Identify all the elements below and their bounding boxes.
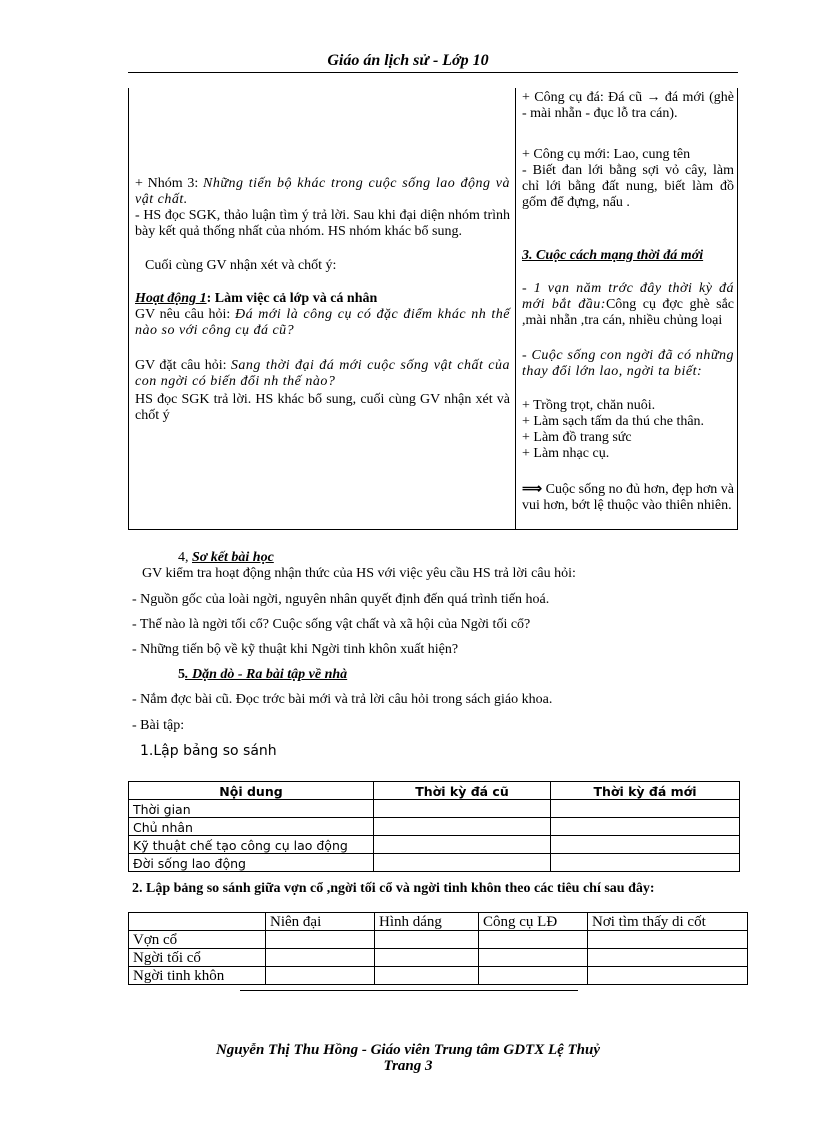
table-header: Nội dung [129,782,374,800]
task2-label: 2. Lập bảng so sánh giữa vợn cổ ,ngời tối cổ và ngời tinh khôn theo các tiêu chí sau đây: [132,881,655,896]
table-header: Thời kỳ đá cũ [374,782,551,800]
activity-title: Hoạt động 1 [135,291,207,306]
table-header: Thời kỳ đá mới [551,782,740,800]
question-1 [135,307,510,339]
activity-heading [135,291,510,307]
group3-task [135,176,510,208]
column-divider [515,88,516,530]
tool-old-b: đá mới (ghè - mài nhẵn - đục lỗ tra cán). [522,90,734,121]
author-line: Nguyễn Thị Thu Hồng - Giáo viên Trung tâm GDTX Lệ Thuỷ [215,1042,601,1058]
achievement-item: + Làm đồ trang sức [522,430,632,445]
table-row [129,818,740,836]
q1-prefix: GV nêu câu hỏi: [135,307,235,322]
homework-title: . Dặn dò - Ra bài tập về nhà [185,667,348,682]
life-change: - Cuộc sống con ngời đã có những thay đổi lớn lao, ngời ta biết: [522,348,734,379]
summary-number: 4, [178,550,192,565]
bottom-rule [240,990,578,991]
hs-discussion: - HS đọc SGK, thảo luận tìm ý trả lời. Sau khi đại diện nhóm trình bày kết quả thống nhất của nhóm. HS nhóm khác bổ sung. [135,208,510,239]
group3-topic: Những tiến bộ khác trong cuộc sống lao động và vật chất. [135,176,510,207]
conclusion-text: Cuộc sống no đủ hơn, đẹp hơn và vui hơn, bớt lệ thuộc vào thiên nhiên. [522,482,735,513]
row-label: Thời gian [129,800,374,818]
table-row [129,800,740,818]
table-header: Hình dáng [375,913,479,931]
activity-desc: : Làm việc cả lớp và cá nhân [206,291,378,306]
group3-prefix: + Nhóm 3: [135,176,204,191]
q1-text: Đá mới là công cụ có đặc điểm khác nh thế nào so với công cụ đá cũ? [135,307,511,338]
summary-title: Sơ kết bài học [192,550,274,565]
table-header: Niên đại [266,913,375,931]
tool-old-new [522,90,734,122]
summary-question: - Thế nào là ngời tối cổ? Cuộc sống vật chất và xã hội của Ngời tối cổ? [132,617,531,632]
achievement-item: + Trồng trọt, chăn nuôi. [522,398,656,413]
row-label: Chủ nhân [129,818,374,836]
table-row [129,967,748,985]
table-row [129,949,748,967]
weaving-skills: - Biết đan lới bằng sợi vỏ cây, làm chỉ lới bằng đất nung, biết làm đồ gốm để đựng, nấu . [522,163,734,210]
page-footer [0,1042,816,1074]
achievement-item: + Làm sạch tấm da thú che thân. [522,414,705,429]
tool-new: + Công cụ mới: Lao, cung tên [522,147,691,162]
table-row [129,836,740,854]
homework-heading [178,667,347,683]
task1-label: 1.Lập bảng so sánh [140,743,277,759]
row-label: Ngời tinh khôn [129,967,266,985]
comparison-table-1 [128,781,740,872]
tenk-rest: Công cụ đợc ghè sắc ,mài nhẵn ,tra cán, nhiều chủng loại [522,297,734,328]
row-label: Ngời tối cổ [129,949,266,967]
summary-question: - Nguồn gốc của loài ngời, nguyên nhân quyết định đến quá trình tiến hoá. [132,592,550,607]
table-header: Công cụ LĐ [479,913,588,931]
table-row [129,931,748,949]
gv-conclude: Cuối cùng GV nhận xét và chốt ý: [145,258,337,273]
tenk-italic: - 1 vạn năm trớc đây thời kỳ đá mới bắt đầu: [522,281,734,312]
comparison-table-2 [128,912,748,985]
homework-number: 5 [178,667,185,682]
summary-intro: GV kiểm tra hoạt động nhận thức của HS với việc yêu cầu HS trả lời câu hỏi: [142,566,576,581]
achievement-list [522,398,734,462]
table-header: Nơi tìm thấy di cốt [588,913,748,931]
q2-prefix: GV đặt câu hỏi: [135,358,231,373]
implies-arrow-icon: ⟹ [522,482,543,497]
row-label: Đời sống lao động [129,854,374,872]
homework-exercises: - Bài tập: [132,718,185,733]
life-conclusion [522,482,734,514]
ten-thousand-years [522,281,734,329]
achievement-item: + Làm nhạc cụ. [522,446,610,461]
arrow-right-icon: → [646,90,661,105]
question-2 [135,358,510,390]
page-header: Giáo án lịch sử - Lớp 10 [327,52,489,69]
row-label: Kỹ thuật chế tạo công cụ lao động [129,836,374,854]
summary-question: - Những tiến bộ về kỹ thuật khi Ngời tinh khôn xuất hiện? [132,642,459,657]
table-row [129,854,740,872]
section3-title: 3. Cuộc cách mạng thời đá mới [522,248,704,263]
tool-old-a: + Công cụ đá: Đá cũ [522,90,643,105]
row-label: Vợn cổ [129,931,266,949]
header-rule [128,72,738,73]
hs-answer: HS đọc SGK trả lời. HS khác bổ sung, cuối cùng GV nhận xét và chốt ý [135,392,510,423]
summary-heading [178,550,274,566]
q2-text: Sang thời đại đá mới cuộc sống vật chất của con ngời có biến đổi nh thế nào? [135,358,510,389]
homework-line: - Nắm đợc bài cũ. Đọc trớc bài mới và trả lời câu hỏi trong sách giáo khoa. [132,692,553,707]
page-number: Trang 3 [383,1058,433,1074]
